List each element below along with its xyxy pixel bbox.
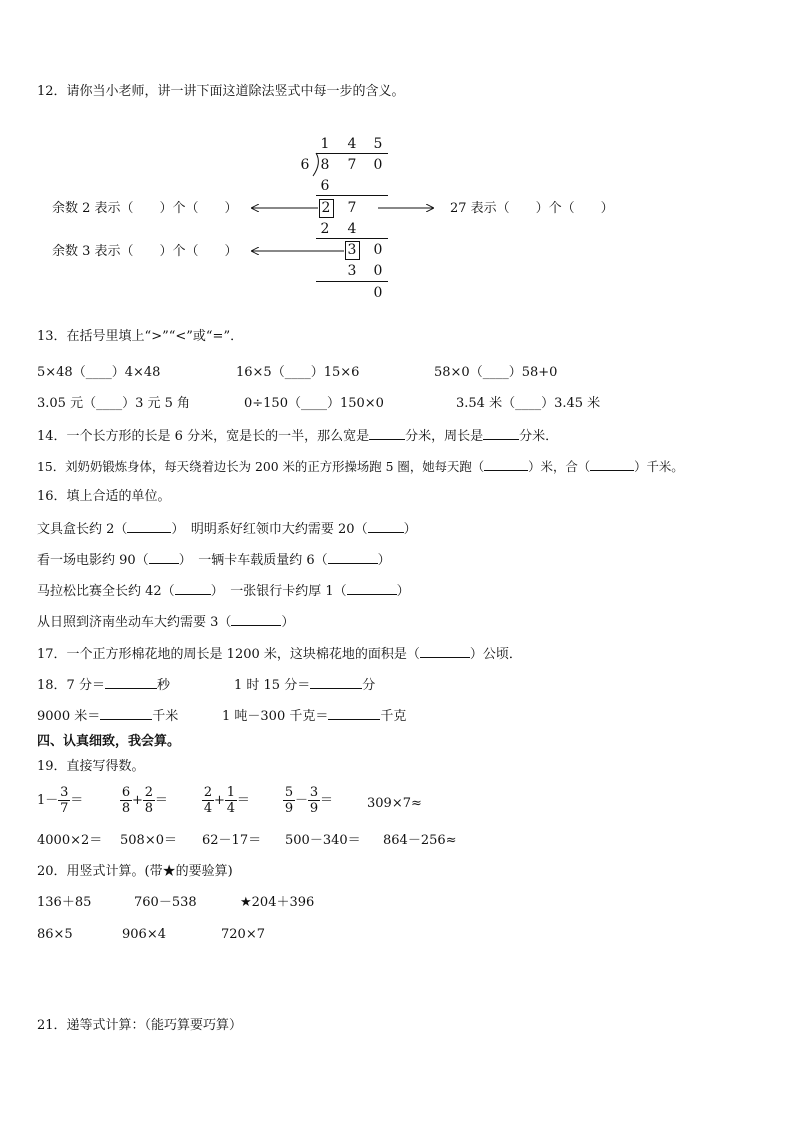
answer-blank[interactable] bbox=[105, 676, 157, 689]
answer-blank[interactable] bbox=[347, 582, 397, 595]
compare-item: 16×5（____）15×6 bbox=[236, 365, 360, 380]
calc-item: 864－256≈ bbox=[383, 833, 457, 848]
calc-item: 62－17＝ bbox=[202, 833, 262, 848]
q18-b: 1 时 15 分＝ 分 bbox=[234, 678, 376, 693]
fraction: $\frac{1}{4}$ bbox=[226, 785, 236, 816]
unit-line: 文具盒长约 2（ ） 明明系好红领巾大约需要 20（ ） bbox=[37, 522, 417, 537]
fraction: $\frac{6}{8}$ bbox=[121, 785, 131, 816]
fraction-expr: $\frac{6}{8}$ + $\frac{2}{8}$ ＝ bbox=[121, 785, 168, 816]
answer-blank[interactable] bbox=[484, 458, 528, 471]
compare-item: 58×0（____）58+0 bbox=[434, 365, 558, 380]
calc-item: 720×7 bbox=[221, 927, 265, 942]
dividend-digit: 0 bbox=[373, 157, 383, 173]
step-digit: 7 bbox=[347, 200, 357, 216]
section-heading: 四、认真细致，我会算。 bbox=[37, 734, 181, 749]
calc-item: 136＋85 bbox=[37, 895, 92, 910]
answer-blank[interactable] bbox=[175, 582, 211, 595]
compare-item: 3.05 元（____）3 元 5 角 bbox=[37, 396, 191, 411]
unit-line: 从日照到济南坐动车大约需要 3（ ） bbox=[37, 615, 295, 630]
answer-blank[interactable] bbox=[483, 427, 519, 440]
answer-blank[interactable] bbox=[420, 645, 470, 658]
compare-item: 5×48（____）4×48 bbox=[37, 365, 161, 380]
q12-title: 12．请你当小老师，讲一讲下面这道除法竖式中每一步的含义。 bbox=[37, 84, 405, 99]
step-digit: 3 bbox=[347, 242, 357, 258]
answer-blank[interactable] bbox=[310, 676, 362, 689]
q15: 15．刘奶奶锻炼身体，每天绕着边长为 200 米的正方形操场跑 5 圈，她每天跑（ ）米，合（ ）千米。 bbox=[37, 459, 684, 474]
answer-blank[interactable] bbox=[149, 551, 179, 564]
calc-item: ★204＋396 bbox=[240, 895, 315, 910]
compare-item: 0÷150（____）150×0 bbox=[244, 396, 384, 411]
unit-line: 马拉松比赛全长约 42（ ） 一张银行卡约厚 1（ ） bbox=[37, 584, 410, 599]
q16-title: 16．填上合适的单位。 bbox=[37, 489, 171, 504]
fraction-expr: $\frac{2}{4}$ + $\frac{1}{4}$ ＝ bbox=[203, 785, 250, 816]
quotient-digit: 4 bbox=[347, 136, 357, 152]
fraction-expr: $\frac{5}{9}$ － $\frac{3}{9}$ ＝ bbox=[284, 785, 334, 816]
answer-blank[interactable] bbox=[328, 707, 380, 720]
fraction: $\frac{5}{9}$ bbox=[284, 785, 294, 816]
answer-blank[interactable] bbox=[590, 458, 634, 471]
calc-item: 309×7≈ bbox=[367, 796, 422, 811]
calc-item: 4000×2＝ bbox=[37, 833, 103, 848]
remainder-3-label: 余数 3 表示（ ）个（ ） bbox=[52, 244, 238, 259]
answer-blank[interactable] bbox=[100, 707, 152, 720]
q20-title: 20．用竖式计算。(带★的要验算) bbox=[37, 864, 233, 879]
remainder-2-label: 余数 2 表示（ ）个（ ） bbox=[52, 201, 238, 216]
q18-c: 9000 米＝ 千米 bbox=[37, 709, 179, 724]
twenty-seven-label: 27 表示（ ）个（ ） bbox=[450, 201, 614, 216]
quotient-digit: 1 bbox=[320, 136, 330, 152]
quotient-digit: 5 bbox=[373, 136, 383, 152]
answer-blank[interactable] bbox=[368, 520, 404, 533]
q13-title: 13．在括号里填上“>”“<”或“=”． bbox=[37, 329, 244, 344]
answer-blank[interactable] bbox=[231, 613, 281, 626]
fraction-expr: 1－ $\frac{3}{7}$ ＝ bbox=[37, 785, 84, 816]
dividend-digit: 8 bbox=[320, 157, 330, 173]
calc-item: 760－538 bbox=[134, 895, 197, 910]
answer-blank[interactable] bbox=[127, 520, 171, 533]
dividend-digit: 7 bbox=[347, 157, 357, 173]
step-digit: 2 bbox=[321, 200, 331, 216]
calc-item: 508×0＝ bbox=[120, 833, 177, 848]
q19-title: 19．直接写得数。 bbox=[37, 759, 145, 774]
q17: 17．一个正方形棉花地的周长是 1200 米，这块棉花地的面积是（ ）公顷． bbox=[37, 647, 522, 662]
step-digit: 2 bbox=[320, 221, 330, 237]
divisor: 6 bbox=[300, 157, 310, 173]
q18-d: 1 吨－300 千克＝ 千克 bbox=[222, 709, 407, 724]
step-digit: 0 bbox=[373, 242, 383, 258]
step-digit: 6 bbox=[320, 178, 330, 194]
compare-item: 3.54 米（____）3.45 米 bbox=[456, 396, 601, 411]
unit-line: 看一场电影约 90（ ） 一辆卡车载质量约 6（ ） bbox=[37, 553, 391, 568]
fraction: $\frac{2}{8}$ bbox=[144, 785, 154, 816]
calc-item: 86×5 bbox=[37, 927, 73, 942]
q14: 14．一个长方形的长是 6 分米，宽是长的一半，那么宽是 分米，周长是 分米． bbox=[37, 429, 559, 444]
step-digit: 0 bbox=[373, 263, 383, 279]
q21-title: 21．递等式计算：（能巧算要巧算） bbox=[37, 1018, 243, 1033]
answer-blank[interactable] bbox=[369, 427, 405, 440]
fraction: $\frac{2}{4}$ bbox=[203, 785, 213, 816]
calc-item: 906×4 bbox=[122, 927, 166, 942]
step-digit: 3 bbox=[347, 263, 357, 279]
fraction: $\frac{3}{9}$ bbox=[309, 785, 319, 816]
step-digit: 0 bbox=[373, 285, 383, 301]
q18-a: 18．7 分＝ 秒 bbox=[37, 678, 170, 693]
answer-blank[interactable] bbox=[328, 551, 378, 564]
calc-item: 500－340＝ bbox=[285, 833, 361, 848]
step-digit: 4 bbox=[347, 221, 357, 237]
fraction: $\frac{3}{7}$ bbox=[60, 785, 69, 816]
